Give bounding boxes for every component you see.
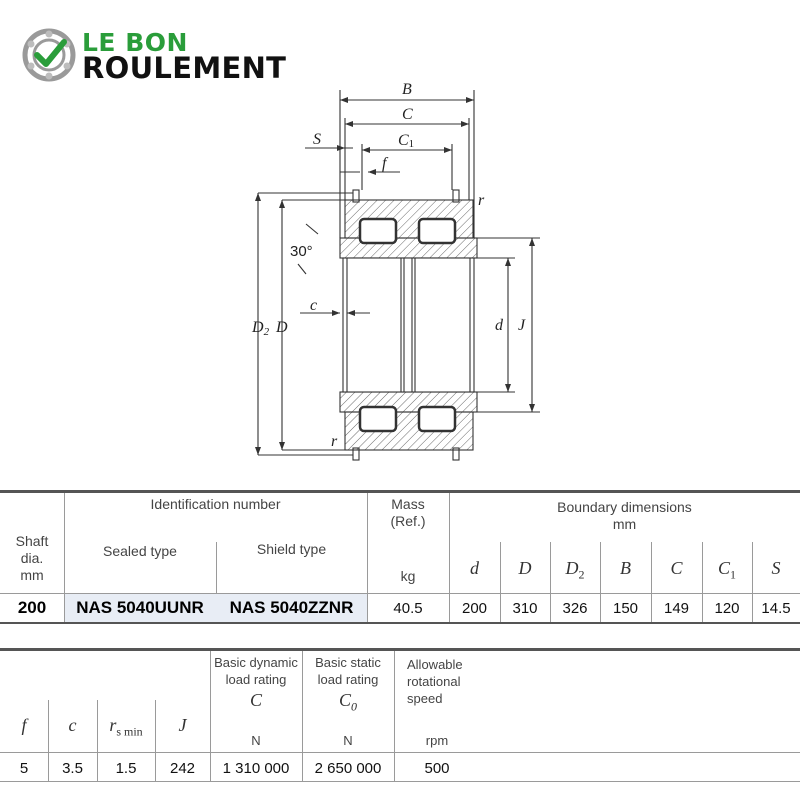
header-static-unit: N (343, 733, 353, 748)
header-shaft: Shaft dia. mm (15, 533, 49, 583)
roller-top-left (360, 219, 396, 243)
header-static: Basic static load rating (315, 655, 381, 687)
header-speed: Allowable rotational speed (407, 657, 463, 706)
header-identification: Identification number (150, 496, 281, 512)
row-shaft: 200 (17, 598, 47, 617)
col-D2: $D_2$ (565, 558, 585, 582)
col-rs: $r_{s min}$ (109, 715, 143, 739)
label-r-bottom: r (331, 433, 338, 450)
row-C1: 120 (714, 600, 740, 617)
row-mass: 40.5 (393, 600, 423, 617)
col-C1: $C_1$ (717, 558, 736, 582)
col-d: d (470, 558, 479, 578)
header-mass: Mass (Ref.) (390, 496, 426, 529)
header-boundary: Boundary dimensions mm (557, 499, 692, 532)
row-dynamic: 1 310 000 (222, 760, 290, 777)
label-J: J (518, 317, 526, 334)
label-D: D (276, 319, 288, 336)
label-d: d (495, 317, 503, 334)
col-f: f (21, 715, 27, 735)
row-d: 200 (461, 600, 488, 617)
label-r-top: r (478, 192, 485, 209)
header-mass-unit: kg (400, 568, 416, 584)
row-D2: 326 (562, 600, 588, 617)
roller-bottom-right (419, 407, 455, 431)
label-f: f (382, 155, 387, 172)
row-D: 310 (512, 600, 538, 617)
roller-bottom-left (360, 407, 396, 431)
label-c: c (310, 297, 318, 314)
row-static: 2 650 000 (314, 760, 382, 777)
row-c: 3.5 (62, 760, 83, 777)
label-C1: C1 (398, 132, 415, 150)
roller-top-right (419, 219, 455, 243)
row-f: 5 (19, 760, 29, 777)
col-c: c (68, 715, 77, 735)
row-B: 150 (612, 600, 639, 617)
row-J: 242 (169, 760, 196, 777)
label-S: S (313, 131, 321, 148)
row-S: 14.5 (761, 600, 791, 617)
col-B: B (620, 558, 631, 578)
row-sealed: NAS 5040UUNR (76, 598, 204, 617)
ratings-table (0, 648, 800, 788)
header-shield: Shield type (256, 541, 327, 557)
row-C: 149 (663, 600, 690, 617)
row-rs: 1.5 (115, 760, 137, 777)
header-speed-unit: rpm (425, 733, 449, 748)
label-C: C (402, 106, 413, 123)
col-D: D (518, 558, 532, 578)
header-dynamic: Basic dynamic load rating (214, 655, 298, 687)
col-C: C (670, 558, 683, 578)
row-speed: 500 (424, 760, 450, 777)
label-angle: 30° (290, 243, 313, 260)
header-dynamic-unit: N (251, 733, 261, 748)
row-shield: NAS 5040ZZNR (229, 598, 354, 617)
logo-line-2: ROULEMENT (82, 51, 287, 85)
label-B: B (402, 81, 412, 98)
col-J: J (178, 715, 187, 735)
label-D2: D2 (252, 319, 270, 338)
header-sealed: Sealed type (103, 543, 177, 559)
header-dynamic-symbol: C (249, 690, 262, 710)
col-S: S (771, 558, 781, 578)
bore (343, 258, 474, 392)
logo-line-1: LE BON (82, 28, 188, 57)
dimensions-table (0, 490, 800, 625)
header-static-symbol: $C_0$ (338, 690, 357, 714)
